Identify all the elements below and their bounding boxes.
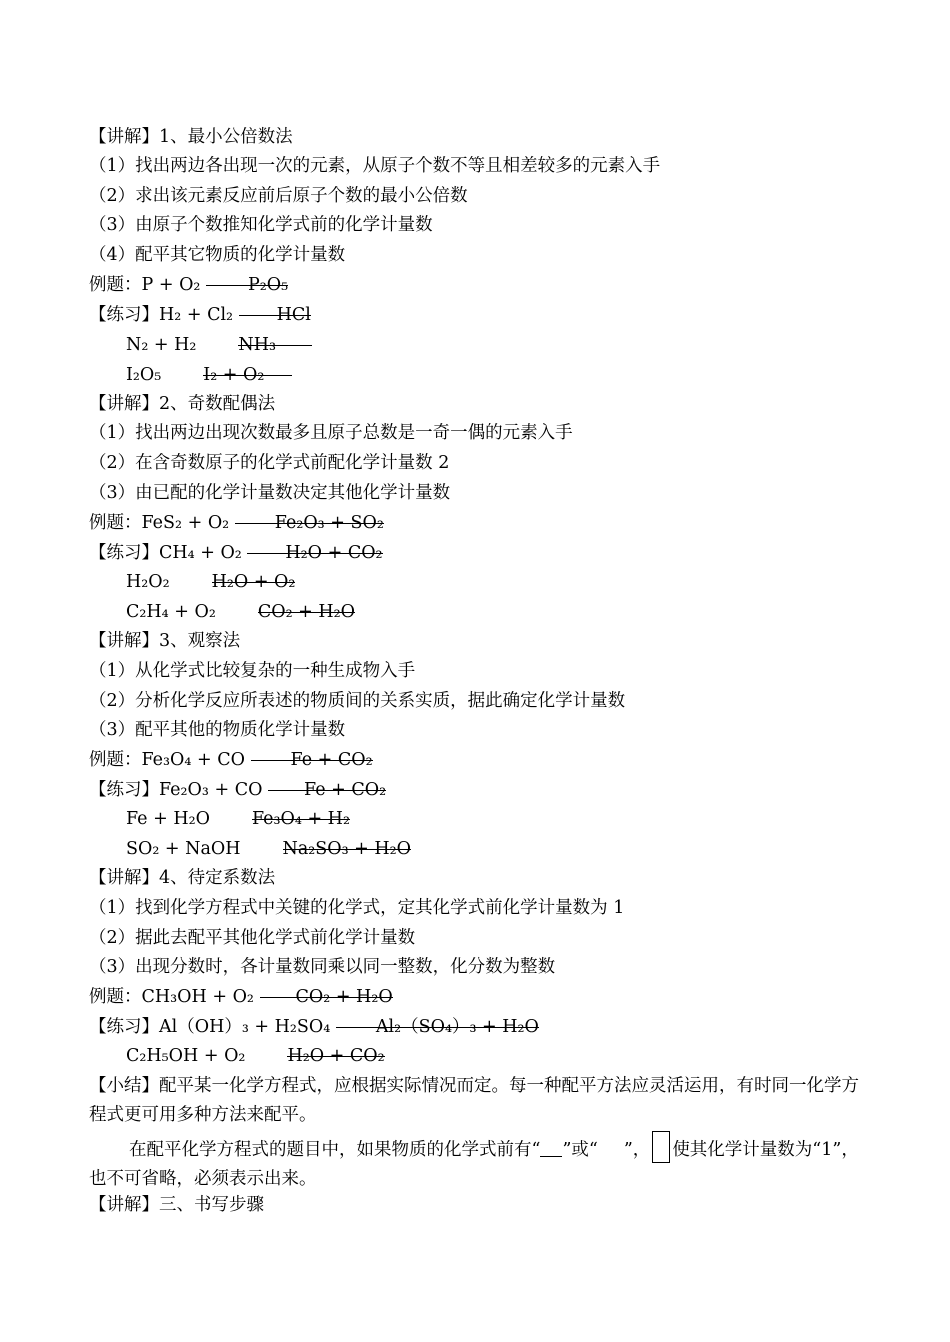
practice-right: HCl [239,302,311,328]
example-left: CH₃OH + O₂ [141,987,254,1007]
practice-right: H₂O + CO₂ [247,540,382,566]
practice-right: I₂ + O₂ [203,362,292,388]
practice-label: 【练习】 [89,780,159,800]
example-label: 例题： [89,987,142,1007]
section4-step-3: （3）出现分数时，各计量数同乘以同一整数，化分数为整数 [89,957,556,977]
example-label: 例题： [89,513,142,533]
section3-step-1: （1）从化学式比较复杂的一种生成物入手 [89,661,416,681]
section1-practice-2 [126,332,312,358]
example-right: Fe + CO₂ [251,747,373,773]
practice-right: Fe + CO₂ [268,777,386,803]
section5-heading: 【讲解】三、书写步骤 [89,1195,264,1215]
practice-left: I₂O₅ [126,365,162,385]
practice-left: H₂O₂ [126,572,170,592]
example-right: Fe₂O₃ + SO₂ [235,510,384,536]
section1-step-4: （4）配平其它物质的化学计量数 [89,245,346,265]
blank-underline [540,1140,562,1157]
section1-step-2: （2）求出该元素反应前后原子个数的最小公倍数 [89,186,468,206]
practice-left: CH₄ + O₂ [159,543,242,563]
practice-label: 【练习】 [89,305,159,325]
example-label: 例题： [89,275,142,295]
section4-heading: 【讲解】4、待定系数法 [89,868,276,888]
example-right: CO₂ + H₂O [260,984,393,1010]
summary-paragraph [89,1072,864,1130]
section2-step-3: （3）由已配的化学计量数决定其他化学计量数 [89,483,451,503]
practice-left: Fe + H₂O [126,809,210,829]
section2-practice-3 [126,599,355,625]
section1-step-1: （1）找出两边各出现一次的元素，从原子个数不等且相差较多的元素入手 [89,156,661,176]
practice-left: H₂ + Cl₂ [159,305,234,325]
section3-practice-2 [126,806,350,832]
practice-left: N₂ + H₂ [126,335,197,355]
section4-example [89,984,393,1010]
section1-heading: 【讲解】1、最小公倍数法 [89,127,293,147]
practice-left: SO₂ + NaOH [126,839,241,859]
example-left: Fe₃O₄ + CO [141,750,245,770]
summary-note [89,1131,864,1194]
blank-box [652,1131,670,1163]
example-label: 例题： [89,750,142,770]
example-right: P₂O₅ [206,272,288,298]
note-part-3: ”， [623,1140,651,1160]
practice-left: C₂H₄ + O₂ [126,602,216,622]
section3-practice-3 [126,836,411,862]
section2-practice-1 [89,540,383,566]
example-left: FeS₂ + O₂ [141,513,230,533]
section1-practice-3 [126,362,292,388]
practice-right: NH₃ [238,332,312,358]
section2-step-1: （1）找出两边出现次数最多且原子总数是一奇一偶的元素入手 [89,423,573,443]
section3-step-2: （2）分析化学反应所表述的物质间的关系实质，据此确定化学计量数 [89,691,626,711]
practice-left: Fe₂O₃ + CO [159,780,263,800]
note-part-1: 在配平化学方程式的题目中，如果物质的化学式前有“ [129,1140,541,1160]
practice-right: CO₂ + H₂O [258,599,355,625]
section2-practice-2 [126,569,295,595]
section2-example [89,510,384,536]
section4-step-2: （2）据此去配平其他化学式前化学计量数 [89,928,416,948]
example-left: P + O₂ [141,275,201,295]
practice-left: Al（OH）₃ + H₂SO₄ [159,1017,331,1037]
note-part-4: 使其化学计量数为“1”，也不可省略，必须表示出来。 [89,1140,859,1189]
practice-right: H₂O + O₂ [212,569,296,595]
note-part-2: ”或“ [562,1140,598,1160]
summary-text: 配平某一化学方程式，应根据实际情况而定。每一种配平方法应灵活运用，有时同一化学方程式更可用多种方法来配平。 [89,1076,859,1125]
section4-step-1: （1）找到化学方程式中关键的化学式，定其化学式前化学计量数为 1 [89,898,625,918]
section3-practice-1 [89,777,386,803]
practice-right: Fe₃O₄ + H₂ [252,806,350,832]
practice-left: C₂H₅OH + O₂ [126,1046,246,1066]
section2-step-2: （2）在含奇数原子的化学式前配化学计量数 2 [89,453,450,473]
section4-practice-1 [89,1014,539,1040]
section2-heading: 【讲解】2、奇数配偶法 [89,394,276,414]
section3-step-3: （3）配平其他的物质化学计量数 [89,720,346,740]
section1-step-3: （3）由原子个数推知化学式前的化学计量数 [89,215,433,235]
practice-right: H₂O + CO₂ [287,1043,384,1069]
section4-practice-2 [126,1043,385,1069]
practice-label: 【练习】 [89,543,159,563]
summary-label: 【小结】 [89,1076,159,1096]
section3-heading: 【讲解】3、观察法 [89,631,241,651]
section1-example [89,272,288,298]
practice-right: Al₂（SO₄）₃ + H₂O [336,1014,539,1040]
practice-right: Na₂SO₃ + H₂O [283,836,412,862]
practice-label: 【练习】 [89,1017,159,1037]
section1-practice-1 [89,302,311,328]
section3-example [89,747,373,773]
